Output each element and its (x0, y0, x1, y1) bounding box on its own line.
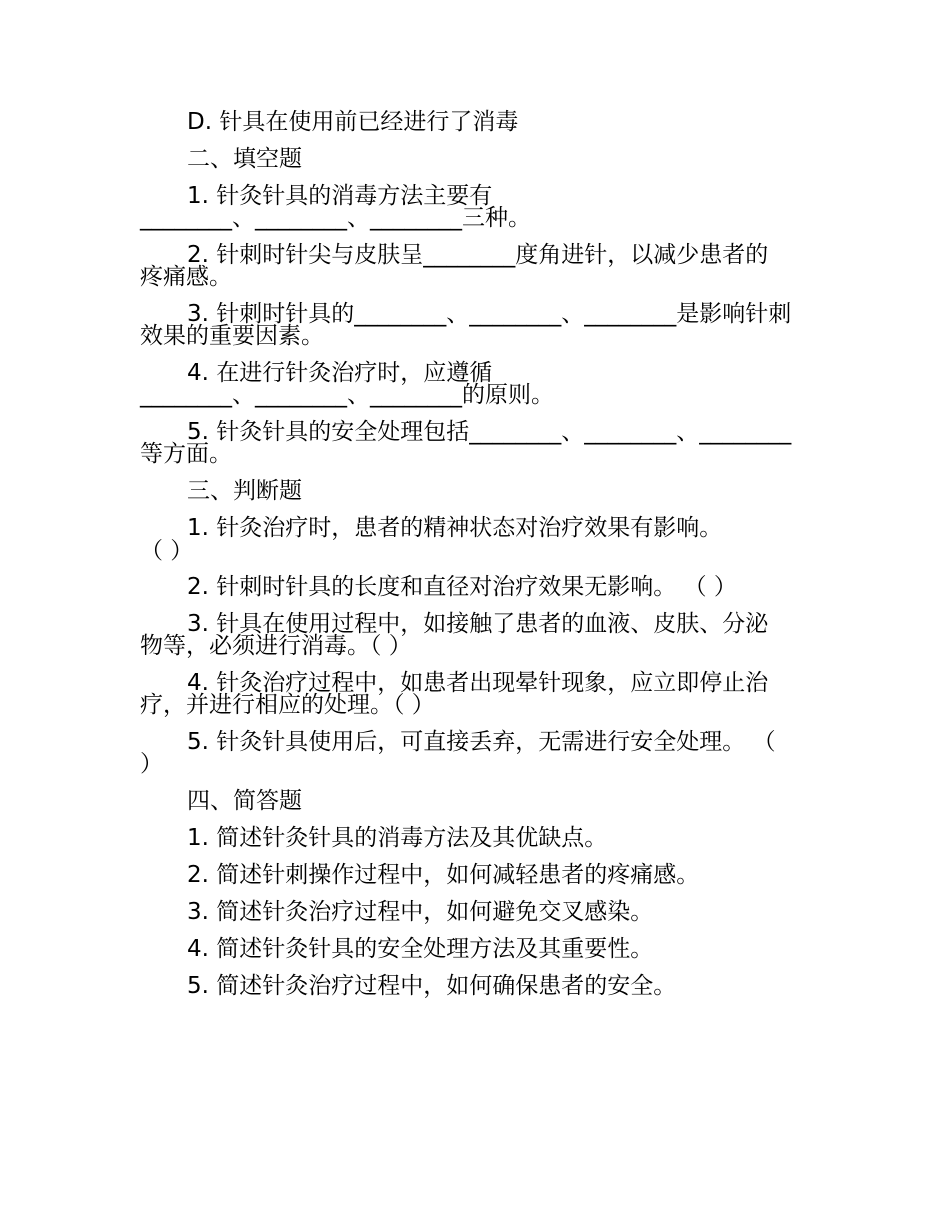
short-answer-question-4: 4. 简述针灸针具的安全处理方法及其重要性。 (187, 936, 654, 962)
short-answer-question-5: 5. 简述针灸治疗过程中，如何确保患者的安全。 (187, 973, 677, 999)
section-heading-fill-in-blank: 二、填空题 (187, 146, 302, 172)
section-heading-short-answer: 四、简答题 (187, 788, 302, 814)
short-answer-question-3: 3. 简述针灸治疗过程中，如何避免交叉感染。 (187, 899, 654, 925)
fill-in-question-1-blanks: ________、________、________三种。 (140, 205, 531, 231)
short-answer-question-1: 1. 简述针灸针具的消毒方法及其优缺点。 (187, 825, 608, 851)
fill-in-question-3-cont: 效果的重要因素。 (140, 323, 324, 349)
option-d-text: D. 针具在使用前已经进行了消毒 (187, 109, 519, 135)
true-false-question-4-cont: 疗，并进行相应的处理。（ ） (140, 692, 435, 718)
fill-in-question-5: 5. 针灸针具的安全处理包括________、________、________ (187, 419, 792, 445)
true-false-question-5: 5. 针灸针具使用后，可直接丢弃，无需进行安全处理。 （ (187, 729, 776, 755)
true-false-question-3: 3. 针具在使用过程中，如接触了患者的血液、皮肤、分泌 (187, 611, 769, 637)
section-heading-true-false: 三、判断题 (187, 478, 302, 504)
fill-in-question-4-blanks: ________、________、________的原则。 (140, 382, 554, 408)
fill-in-question-2: 2. 针刺时针尖与皮肤呈________度角进针，以减少患者的 (187, 242, 769, 268)
true-false-question-3-cont: 物等，必须进行消毒。（ ） (140, 633, 412, 659)
short-answer-question-2: 2. 简述针刺操作过程中，如何减轻患者的疼痛感。 (187, 862, 700, 888)
fill-in-question-4: 4. 在进行针灸治疗时，应遵循 (187, 360, 493, 386)
fill-in-question-1: 1. 针灸针具的消毒方法主要有 (187, 183, 493, 209)
true-false-question-1: 1. 针灸治疗时，患者的精神状态对治疗效果有影响。 (187, 515, 723, 541)
fill-in-question-5-cont: 等方面。 (140, 441, 232, 467)
true-false-question-2: 2. 针刺时针具的长度和直径对治疗效果无影响。 （ ） (187, 574, 737, 600)
true-false-question-1-bracket: （ ） (140, 538, 194, 564)
fill-in-question-2-cont: 疼痛感。 (140, 264, 232, 290)
true-false-question-5-bracket: ） (140, 751, 163, 777)
fill-in-question-3: 3. 针刺时针具的________、________、________是影响针刺 (187, 301, 792, 327)
true-false-question-4: 4. 针灸治疗过程中，如患者出现晕针现象，应立即停止治 (187, 670, 769, 696)
